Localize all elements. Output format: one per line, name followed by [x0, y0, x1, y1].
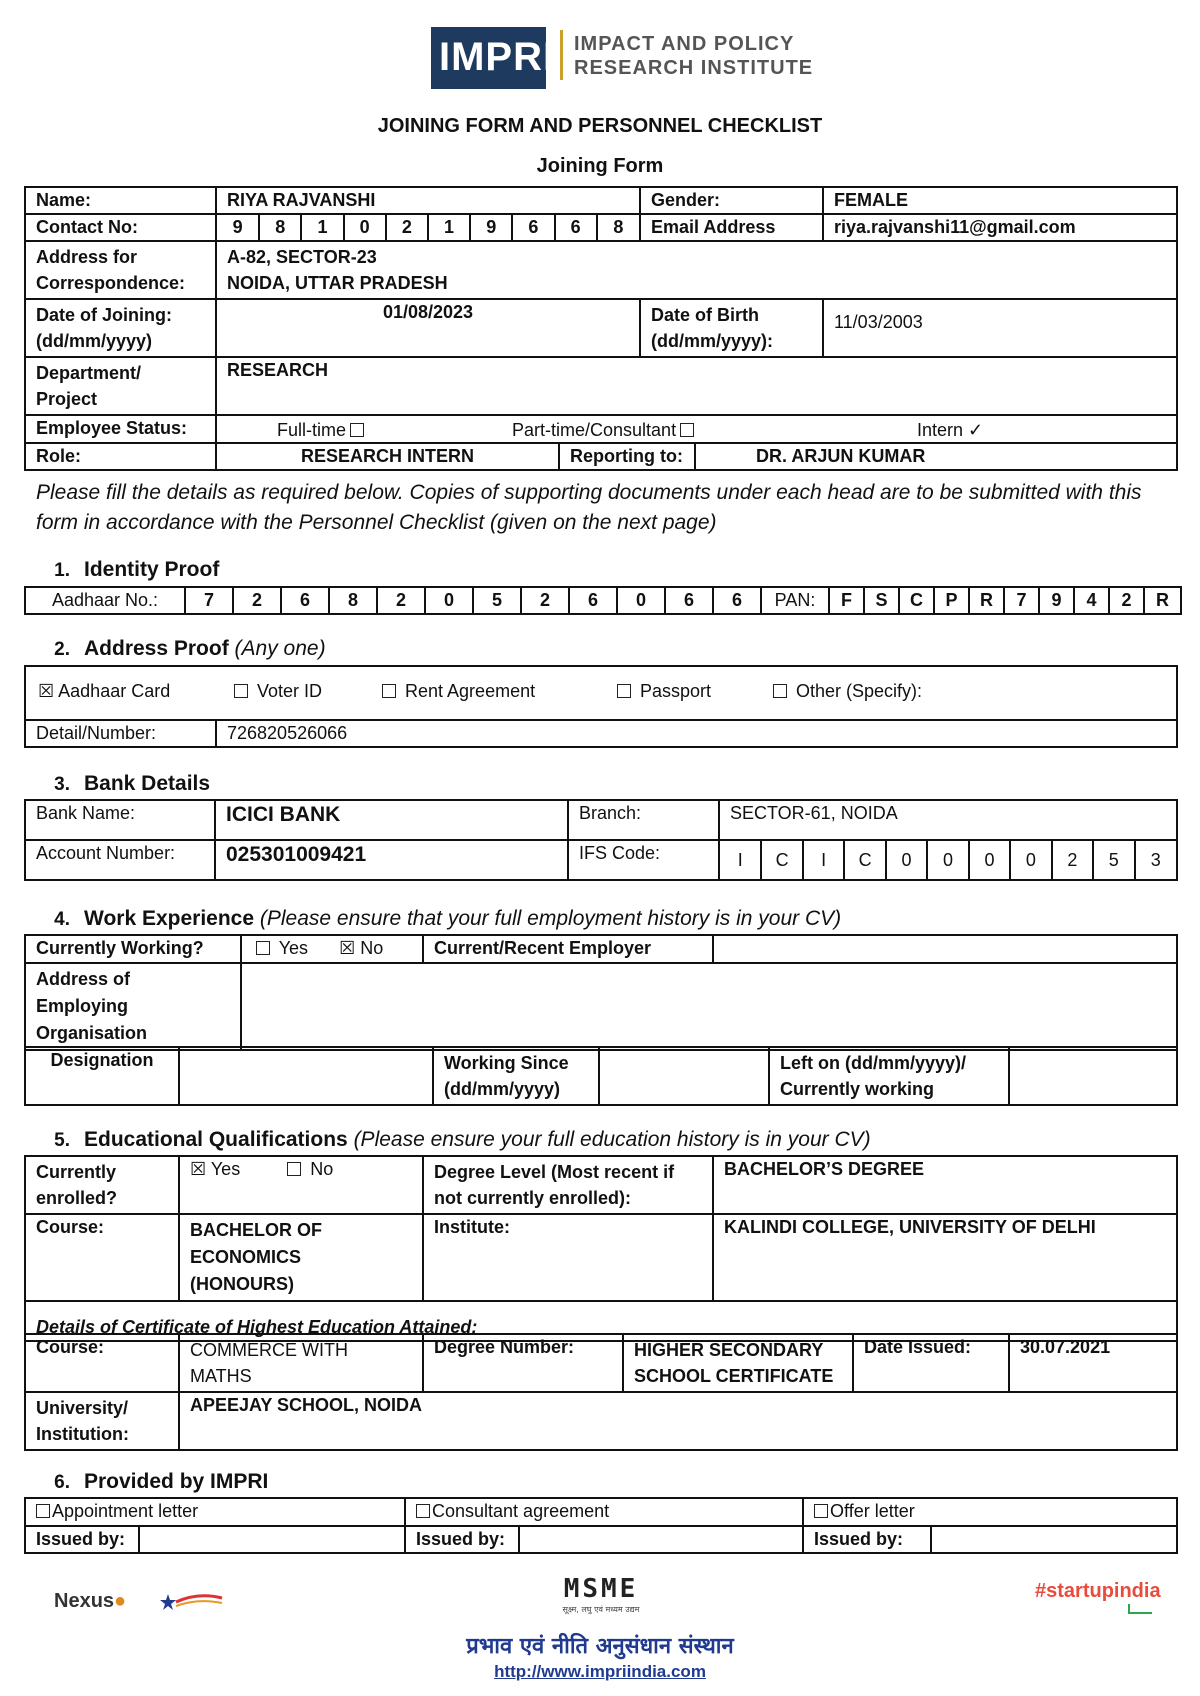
label-line: Left on (dd/mm/yyyy)/	[780, 1053, 967, 1073]
left-on-value[interactable]	[1009, 1047, 1177, 1105]
branch-label: Branch:	[568, 800, 719, 840]
detail-number-label: Detail/Number:	[25, 720, 216, 747]
department-value[interactable]: RESEARCH	[216, 357, 1177, 415]
bank-table	[24, 799, 1178, 881]
ifsc-char: 3	[1150, 849, 1161, 870]
section-note: (Please ensure your full education history is in your CV)	[353, 1128, 871, 1151]
label-line: Employing	[36, 996, 129, 1016]
issued-by-value[interactable]	[931, 1526, 1177, 1553]
reporting-label: Reporting to:	[559, 443, 695, 470]
identity-table	[24, 586, 1182, 615]
aadhaar-digit[interactable]: 6	[281, 587, 329, 614]
ifsc-label: IFS Code:	[568, 840, 719, 880]
detail-number-value[interactable]: 726820526066	[216, 720, 1177, 747]
value-line: MATHS	[190, 1366, 252, 1386]
role-row	[24, 442, 1178, 471]
section-title: Provided by IMPRI	[84, 1470, 269, 1493]
bank-name-value[interactable]: ICICI BANK	[215, 800, 568, 840]
contact-digit: 1	[428, 215, 470, 240]
status-parttime-checkbox[interactable]	[680, 423, 694, 437]
pan-char[interactable]: S	[864, 587, 899, 614]
education-table-bottom	[24, 1333, 1178, 1451]
contact-label: Contact No:	[25, 214, 216, 241]
option-label: Passport	[640, 681, 712, 701]
aadhaar-digit[interactable]: 6	[713, 587, 761, 614]
label-line: (dd/mm/yyyy)	[444, 1079, 561, 1099]
checked-box-icon[interactable]: ☒	[38, 681, 55, 701]
degree-number-label: Degree Number:	[423, 1334, 623, 1392]
contact-digit: 6	[512, 215, 554, 240]
option-label: Aadhaar Card	[58, 681, 171, 701]
section-note: (Please ensure that your full employment history is in your CV)	[259, 907, 842, 930]
institute-value[interactable]: KALINDI COLLEGE, UNIVERSITY OF DELHI	[713, 1214, 1177, 1301]
currently-enrolled-label	[25, 1156, 179, 1214]
department-label-line2: Project	[36, 389, 98, 409]
issued-by-value[interactable]	[519, 1526, 803, 1553]
org-name-line1: IMPACT AND POLICY	[574, 33, 795, 55]
pan-char[interactable]: R	[969, 587, 1004, 614]
personal-details-table	[24, 186, 1178, 444]
currently-working-label: Currently Working?	[25, 935, 241, 963]
nexus-logo	[54, 1590, 126, 1613]
aadhaar-digit[interactable]: 0	[617, 587, 665, 614]
option-label: No	[310, 1159, 334, 1179]
aadhaar-digit[interactable]: 2	[377, 587, 425, 614]
address-line2: NOIDA, UTTAR PRADESH	[227, 273, 448, 293]
email-label: Email Address	[640, 214, 823, 241]
contact-digit: 6	[555, 215, 597, 240]
designation-value[interactable]	[179, 1047, 433, 1105]
pan-char[interactable]: F	[829, 587, 864, 614]
pan-char[interactable]: C	[899, 587, 934, 614]
employer-address-value[interactable]	[241, 963, 1177, 1050]
checked-box-icon[interactable]: ☒	[339, 938, 356, 958]
section-number: 6.	[54, 1472, 70, 1493]
pan-char[interactable]: P	[934, 587, 969, 614]
label-line: Address of	[36, 969, 131, 989]
section-title: Address Proof	[84, 637, 229, 660]
checkbox[interactable]	[36, 1504, 50, 1518]
section-title: Work Experience	[84, 907, 255, 930]
section-number: 3.	[54, 774, 70, 795]
option-passport[interactable]	[613, 681, 711, 702]
doj-label-line1: Date of Joining:	[36, 305, 172, 325]
status-fulltime[interactable]	[277, 420, 368, 441]
checkbox[interactable]	[416, 1504, 430, 1518]
hindi-org-name: प्रभाव एवं नीति अनुसंधान संस्थान	[466, 1634, 734, 1659]
aadhaar-digit[interactable]: 2	[521, 587, 569, 614]
institute-label: Institute:	[423, 1214, 713, 1301]
branch-value[interactable]: SECTOR-61, NOIDA	[719, 800, 1177, 840]
ifsc-char: C	[844, 841, 885, 879]
contact-digit: 1	[301, 215, 343, 240]
document-title: JOINING FORM AND PERSONNEL CHECKLIST	[377, 115, 823, 137]
org-name	[574, 32, 813, 80]
dob-label	[640, 299, 823, 357]
aadhaar-label: Aadhaar No.:	[25, 587, 185, 614]
american-center-logo	[158, 1590, 224, 1614]
reporting-value[interactable]: DR. ARJUN KUMAR	[695, 443, 1177, 470]
ifsc-char: I	[720, 841, 761, 879]
course-label: Course:	[25, 1214, 179, 1301]
education-table-top	[24, 1155, 1178, 1342]
label-line: not currently enrolled):	[434, 1188, 632, 1208]
doj-label-line2: (dd/mm/yyyy)	[36, 331, 153, 351]
name-value[interactable]: RIYA RAJVANSHI	[216, 187, 640, 214]
ifsc-char: 0	[927, 841, 968, 879]
provided-section-heading	[36, 1470, 268, 1494]
value-line: HIGHER SECONDARY	[634, 1340, 824, 1360]
option-label: Appointment letter	[52, 1501, 199, 1521]
label-line: Institution:	[36, 1424, 129, 1444]
msme-logo-text: MSME	[563, 1574, 639, 1604]
ifsc-char: 0	[1010, 841, 1051, 879]
dob-label-line2: (dd/mm/yyyy):	[651, 331, 774, 351]
label-line: Currently working	[780, 1079, 935, 1099]
employer-address-label	[25, 963, 241, 1050]
bulb-icon: ●	[114, 1590, 127, 1612]
issued-by-label: Issued by:	[405, 1526, 519, 1553]
status-parttime-label: Part-time/Consultant	[512, 420, 677, 440]
option-label: Yes	[210, 1159, 241, 1179]
name-label: Name:	[25, 187, 216, 214]
cert-course-label: Course:	[25, 1334, 179, 1392]
checkbox[interactable]	[617, 684, 631, 698]
address-label-line2: Correspondence:	[36, 273, 186, 293]
aadhaar-digit[interactable]: 2	[233, 587, 281, 614]
offer-letter-option[interactable]	[803, 1498, 1177, 1526]
ifsc-char: 5	[1093, 841, 1134, 879]
check-icon[interactable]: ✓	[968, 420, 984, 440]
work-table-top	[24, 934, 1178, 1051]
msme-logo	[550, 1574, 652, 1615]
date-issued-value[interactable]: 30.07.2021	[1009, 1334, 1177, 1392]
currently-enrolled-options	[179, 1156, 423, 1214]
work-section-heading	[36, 907, 841, 931]
org-name-line2: RESEARCH INSTITUTE	[574, 57, 814, 79]
option-label: Offer letter	[830, 1501, 915, 1521]
date-issued-label: Date Issued:	[853, 1334, 1009, 1392]
label-line: University/	[36, 1398, 129, 1418]
contact-digit: 0	[344, 215, 386, 240]
contact-digit: 9	[470, 215, 512, 240]
university-label	[25, 1392, 179, 1450]
option-label: Yes	[278, 938, 309, 958]
option-other[interactable]	[769, 681, 922, 702]
account-number-value[interactable]: 025301009421	[215, 840, 568, 880]
status-intern[interactable]	[917, 420, 983, 441]
ifsc-chars[interactable]	[719, 840, 1177, 880]
star-swoosh-icon	[158, 1590, 224, 1614]
option-yes[interactable]	[190, 1159, 240, 1179]
section-title: Identity Proof	[84, 558, 220, 581]
label-line: enrolled?	[36, 1188, 118, 1208]
option-yes[interactable]	[252, 938, 308, 958]
aadhaar-digit[interactable]: 0	[425, 587, 473, 614]
label-line: Currently	[36, 1162, 117, 1182]
work-table-bottom	[24, 1046, 1178, 1106]
address-label	[25, 241, 216, 299]
option-voter-id[interactable]	[230, 681, 322, 702]
bank-section-heading	[36, 772, 210, 796]
department-label-line1: Department/	[36, 363, 142, 383]
value-line: (HONOURS)	[190, 1274, 294, 1294]
checkbox[interactable]	[382, 684, 396, 698]
department-label	[25, 357, 216, 415]
label-line: Degree Level (Most recent if	[434, 1162, 675, 1182]
provided-table	[24, 1497, 1178, 1554]
label-line: Organisation	[36, 1023, 148, 1043]
checked-box-icon[interactable]: ☒	[190, 1159, 207, 1179]
option-label: Rent Agreement	[405, 681, 536, 701]
value-line: ECONOMICS	[190, 1247, 302, 1267]
address-proof-heading	[36, 637, 326, 661]
issued-by-label: Issued by:	[25, 1526, 139, 1553]
startup-india-underline	[1128, 1604, 1152, 1614]
gender-label: Gender:	[640, 187, 823, 214]
value-line: BACHELOR OF	[190, 1220, 322, 1240]
issued-by-label: Issued by:	[803, 1526, 931, 1553]
education-section-heading	[36, 1128, 871, 1152]
section-title: Educational Qualifications	[84, 1128, 348, 1151]
msme-caption: सूक्ष्म, लघु एवं मध्यम उद्यम	[562, 1605, 640, 1614]
employee-status-options	[216, 415, 1177, 443]
label-line: Working Since	[444, 1053, 569, 1073]
ifsc-char: 2	[1052, 841, 1093, 879]
appointment-letter-option[interactable]	[25, 1498, 405, 1526]
option-rent-agreement[interactable]	[378, 681, 535, 702]
status-fulltime-label: Full-time	[277, 420, 347, 440]
value-line: COMMERCE WITH	[190, 1340, 348, 1360]
checkbox[interactable]	[234, 684, 248, 698]
checkbox[interactable]	[773, 684, 787, 698]
option-label: Consultant agreement	[432, 1501, 610, 1521]
impri-logo-text: IMPRI	[439, 35, 556, 79]
employee-status-label: Employee Status:	[25, 415, 216, 443]
consultant-agreement-option[interactable]	[405, 1498, 803, 1526]
impri-logo	[431, 27, 556, 89]
instructions-note: Please fill the details as required below. Copies of supporting documents under each head are to be submitted with this form in accordance with the Personnel Checklist (given on the next page)	[36, 481, 1142, 534]
pan-char[interactable]: 9	[1039, 587, 1074, 614]
section-number: 4.	[54, 909, 70, 930]
issued-by-value[interactable]	[139, 1526, 405, 1553]
aadhaar-digit[interactable]: 6	[665, 587, 713, 614]
aadhaar-digit[interactable]: 7	[185, 587, 233, 614]
nexus-logo-text: Nexus	[54, 1590, 115, 1612]
value-line: SCHOOL CERTIFICATE	[634, 1366, 834, 1386]
aadhaar-digit[interactable]: 8	[329, 587, 377, 614]
option-aadhaar-card[interactable]	[38, 681, 170, 702]
address-proof-options	[25, 666, 1177, 720]
address-line1: A-82, SECTOR-23	[227, 247, 377, 267]
section-title: Bank Details	[84, 772, 211, 795]
pan-label: PAN:	[761, 587, 829, 614]
option-label: Voter ID	[257, 681, 323, 701]
aadhaar-digit[interactable]: 6	[569, 587, 617, 614]
degree-level-value[interactable]: BACHELOR’S DEGREE	[713, 1156, 1177, 1214]
status-parttime[interactable]	[512, 420, 698, 441]
section-number: 5.	[54, 1130, 70, 1151]
dob-label-line1: Date of Birth	[651, 305, 759, 325]
status-intern-label: Intern	[917, 420, 964, 440]
option-no[interactable]	[283, 1159, 333, 1179]
contact-digits[interactable]	[216, 214, 640, 241]
bank-name-label: Bank Name:	[25, 800, 215, 840]
working-since-value[interactable]	[599, 1047, 769, 1105]
startup-india-logo	[1035, 1580, 1161, 1603]
account-number-label: Account Number:	[25, 840, 215, 880]
working-since-label	[433, 1047, 599, 1105]
dob-value[interactable]: 11/03/2003	[823, 299, 1177, 357]
section-number: 1.	[54, 560, 70, 581]
checkbox[interactable]	[256, 941, 270, 955]
contact-digit: 2	[386, 215, 428, 240]
gender-value[interactable]: FEMALE	[823, 187, 1177, 214]
pan-char[interactable]: 4	[1074, 587, 1109, 614]
designation-label: Designation	[25, 1047, 179, 1105]
cert-course-value[interactable]	[179, 1334, 423, 1392]
employer-value[interactable]	[713, 935, 1177, 963]
doj-value[interactable]: 01/08/2023	[216, 299, 640, 357]
contact-digit: 9	[217, 215, 259, 240]
option-label: No	[360, 938, 384, 958]
ifsc-char: I	[803, 841, 844, 879]
email-value[interactable]: riya.rajvanshi11@gmail.com	[823, 214, 1177, 241]
section-note: (Any one)	[234, 637, 326, 660]
logo-divider	[560, 30, 563, 80]
address-value[interactable]	[216, 241, 1177, 299]
employer-label: Current/Recent Employer	[423, 935, 713, 963]
website-link[interactable]: http://www.impriindia.com	[494, 1662, 706, 1681]
certificate-heading: Details of Certificate of Highest Education Attained:	[25, 1301, 1177, 1341]
pan-char[interactable]: R	[1144, 587, 1181, 614]
university-value[interactable]: APEEJAY SCHOOL, NOIDA	[179, 1392, 1177, 1450]
role-label: Role:	[25, 443, 216, 470]
checkbox[interactable]	[287, 1162, 301, 1176]
address-label-line1: Address for	[36, 247, 138, 267]
option-label: Other (Specify):	[796, 681, 923, 701]
pan-char[interactable]: 7	[1004, 587, 1039, 614]
currently-working-options	[241, 935, 423, 963]
checkbox[interactable]	[814, 1504, 828, 1518]
address-proof-table	[24, 665, 1178, 748]
degree-number-value[interactable]	[623, 1334, 853, 1392]
course-value[interactable]	[179, 1214, 423, 1301]
pan-char[interactable]: 2	[1109, 587, 1144, 614]
left-on-label	[769, 1047, 1009, 1105]
section-number: 2.	[54, 639, 70, 660]
form-subtitle: Joining Form	[536, 155, 664, 177]
status-fulltime-checkbox[interactable]	[350, 423, 364, 437]
ifsc-char: C	[761, 841, 802, 879]
contact-digit: 8	[613, 217, 624, 237]
ifsc-char: 0	[969, 841, 1010, 879]
role-value[interactable]: RESEARCH INTERN	[216, 443, 559, 470]
degree-level-label	[423, 1156, 713, 1214]
doj-label	[25, 299, 216, 357]
option-no[interactable]	[339, 938, 383, 958]
ifsc-char: 0	[886, 841, 927, 879]
aadhaar-digit[interactable]: 5	[473, 587, 521, 614]
identity-section-heading	[36, 558, 219, 582]
startup-india-text: #startupindia	[1035, 1580, 1161, 1602]
contact-digit: 8	[259, 215, 301, 240]
